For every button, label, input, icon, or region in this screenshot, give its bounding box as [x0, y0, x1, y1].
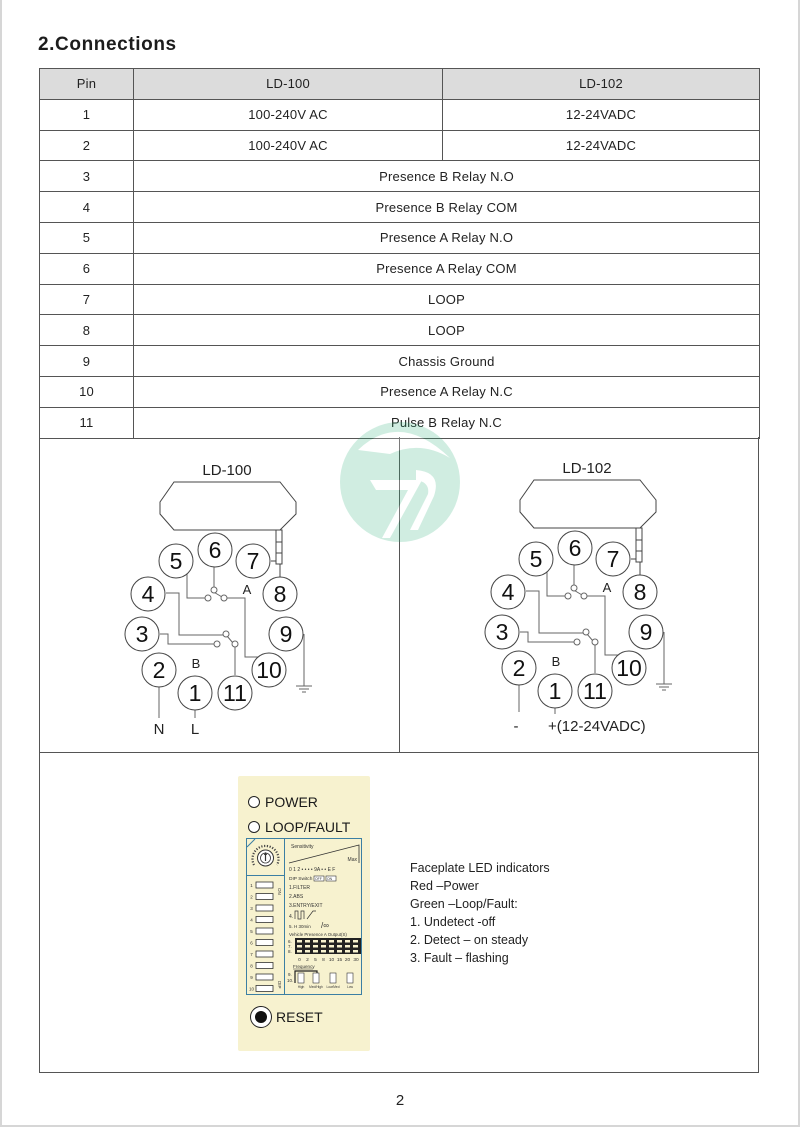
pin-number: 1: [40, 99, 134, 130]
pin-function: Presence A Relay N.O: [134, 222, 760, 253]
svg-text:2.ABS: 2.ABS: [289, 894, 304, 900]
sensitivity-rotary-switch: [247, 839, 285, 876]
svg-text:11: 11: [583, 678, 607, 704]
table-row: [40, 192, 760, 223]
table-row: [40, 346, 760, 377]
svg-text:3: 3: [495, 619, 509, 645]
table-header-row: [40, 69, 760, 100]
notes-line: 2. Detect – on steady: [410, 933, 529, 947]
notes-heading: Faceplate LED indicators: [410, 861, 550, 875]
svg-text:3: 3: [135, 621, 149, 647]
reset-button-icon: [250, 1006, 272, 1028]
pin-function: Chassis Ground: [134, 346, 760, 377]
svg-text:ON: ON: [277, 888, 282, 895]
settings-panel: [246, 838, 362, 995]
svg-text:9: 9: [279, 621, 293, 647]
svg-text:10: 10: [328, 958, 335, 963]
svg-text:6: 6: [568, 535, 582, 561]
pin-number: 8: [40, 315, 134, 346]
svg-text:ON: ON: [327, 877, 333, 881]
svg-text:4: 4: [141, 581, 155, 607]
section-title: 2.Connections: [38, 34, 177, 55]
power-led-label: POWER: [265, 794, 318, 810]
svg-text:9: 9: [639, 619, 653, 645]
svg-text:8: 8: [322, 958, 325, 963]
table-row: [40, 284, 760, 315]
svg-text:B: B: [191, 656, 201, 671]
svg-text:30: 30: [353, 958, 359, 963]
pin-number: 4: [40, 192, 134, 223]
notes-line: Red –Power: [410, 879, 479, 893]
svg-text:7: 7: [606, 546, 620, 572]
svg-text:Max: Max: [347, 857, 357, 863]
pin-function: Presence A Relay COM: [134, 253, 760, 284]
svg-text:Low/Med: Low/Med: [326, 985, 340, 989]
svg-text:15: 15: [336, 958, 343, 963]
svg-text:Frequency: Frequency: [293, 964, 315, 969]
ld100-function: 100-240V AC: [134, 99, 443, 130]
svg-text:7: 7: [250, 952, 253, 957]
svg-text:1: 1: [548, 678, 562, 704]
svg-text:Sensitivity: Sensitivity: [291, 844, 314, 850]
loop-fault-led-label: LOOP/FAULT: [265, 819, 351, 835]
pin-function: LOOP: [134, 315, 760, 346]
faceplate-section: [39, 752, 759, 1073]
table-row: [40, 376, 760, 407]
watermark-logo-icon: [330, 410, 470, 550]
svg-text:20: 20: [344, 958, 351, 963]
svg-text:6: 6: [250, 940, 253, 946]
rotary-dial-icon: [247, 839, 284, 875]
pin-number: 2: [40, 130, 134, 161]
svg-text:10: 10: [616, 655, 642, 681]
loop-fault-led: [248, 819, 350, 835]
pin-function: Presence B Relay N.O: [134, 161, 760, 192]
ld102-function: 12-24VADC: [443, 130, 760, 161]
svg-text:Low: Low: [347, 985, 353, 989]
svg-text:5: 5: [529, 546, 543, 572]
page-edge-left: [0, 0, 2, 1127]
table-row: [40, 161, 760, 192]
svg-text:2: 2: [250, 894, 253, 900]
table-row: [40, 130, 760, 161]
dip-switch-bank: [247, 876, 285, 994]
reset-button: [250, 1006, 323, 1028]
notes-line: 3. Fault – flashing: [410, 951, 509, 965]
connections-table: [39, 68, 760, 439]
ld100-wiring-diagram: [110, 450, 330, 750]
table-row: [40, 253, 760, 284]
svg-text:Vehicle Presence A Output(S): Vehicle Presence A Output(S): [289, 932, 347, 937]
svg-text:2: 2: [512, 655, 526, 681]
ld102-function: 12-24VADC: [443, 99, 760, 130]
loop-fault-led-indicator-icon: [248, 821, 260, 833]
table-row: [40, 315, 760, 346]
svg-text:5: 5: [169, 548, 183, 574]
svg-text:4: 4: [250, 917, 253, 923]
column-header-ld100: LD-100: [134, 69, 443, 100]
svg-text:3.ENTRY/EXIT: 3.ENTRY/EXIT: [289, 903, 323, 909]
pin-function: Presence A Relay N.C: [134, 376, 760, 407]
svg-text:7: 7: [246, 548, 260, 574]
power-led-indicator-icon: [248, 796, 260, 808]
pin-function: LOOP: [134, 284, 760, 315]
svg-text:2: 2: [306, 958, 309, 963]
svg-text:High: High: [297, 985, 305, 989]
pin-number: 7: [40, 284, 134, 315]
svg-text:6: 6: [208, 537, 222, 563]
page-number: 2: [395, 1092, 405, 1109]
svg-text:8: 8: [273, 581, 287, 607]
pin-number: 10: [40, 376, 134, 407]
svg-text:4: 4: [501, 579, 515, 605]
svg-text:A: A: [242, 582, 252, 597]
svg-text:1.FILTER: 1.FILTER: [289, 885, 311, 891]
svg-text:/∞: /∞: [321, 921, 329, 930]
notes-line: Green –Loop/Fault:: [410, 897, 518, 911]
pin-function: Pulse B Relay N.C: [134, 407, 760, 438]
pin-number: 9: [40, 346, 134, 377]
dip-switches: [256, 882, 273, 992]
svg-text:10.: 10.: [287, 978, 294, 983]
svg-text:DIP: DIP: [277, 981, 282, 989]
svg-text:1: 1: [250, 883, 253, 888]
pin-function: Presence B Relay COM: [134, 192, 760, 223]
svg-text:LD-102: LD-102: [562, 460, 612, 477]
pin-number: 6: [40, 253, 134, 284]
svg-text:5. H 30min: 5. H 30min: [289, 924, 311, 929]
table-row: [40, 99, 760, 130]
svg-text:A: A: [602, 580, 612, 595]
pin-number: 11: [40, 407, 134, 438]
svg-text:0 1 2 • • • • 9A • • E F: 0 1 2 • • • • 9A • • E F: [289, 867, 336, 873]
svg-text:2: 2: [152, 657, 166, 683]
column-header-ld102: LD-102: [443, 69, 760, 100]
led-indicator-notes: [410, 859, 550, 967]
ld100-function: 100-240V AC: [134, 130, 443, 161]
svg-text:LD-100: LD-100: [202, 462, 252, 479]
svg-text:-: -: [513, 718, 519, 735]
column-header-pin: Pin: [40, 69, 134, 100]
power-led: [248, 794, 318, 810]
svg-text:6.: 6.: [288, 939, 292, 944]
svg-text:5: 5: [250, 929, 253, 934]
reset-label: RESET: [276, 1009, 323, 1025]
svg-text:L: L: [190, 721, 200, 738]
svg-text:8: 8: [633, 579, 647, 605]
svg-text:10: 10: [248, 986, 255, 992]
svg-text:1: 1: [188, 680, 202, 706]
svg-text:8.: 8.: [288, 949, 292, 954]
svg-text:4.: 4.: [289, 914, 294, 920]
settings-legend: [287, 839, 362, 994]
svg-text:8: 8: [250, 963, 253, 969]
svg-text:3: 3: [250, 906, 253, 911]
svg-text:B: B: [551, 654, 561, 669]
svg-text:10: 10: [256, 657, 282, 683]
svg-text:+(12-24VADC): +(12-24VADC): [548, 718, 646, 735]
svg-text:7.: 7.: [288, 944, 292, 949]
svg-text:OFF: OFF: [315, 877, 322, 881]
svg-text:9: 9: [250, 975, 253, 980]
pin-number: 3: [40, 161, 134, 192]
svg-text:N: N: [153, 721, 165, 738]
svg-text:0: 0: [298, 958, 301, 963]
ld102-wiring-diagram: [470, 448, 690, 748]
pin-number: 5: [40, 222, 134, 253]
table-row: [40, 222, 760, 253]
svg-text:9.: 9.: [288, 972, 292, 977]
svg-text:5: 5: [314, 958, 317, 963]
svg-text:DIP Switch: DIP Switch: [289, 877, 313, 882]
svg-text:11: 11: [223, 680, 247, 706]
notes-line: 1. Undetect -off: [410, 915, 496, 929]
faceplate-illustration: [238, 776, 370, 1051]
svg-text:Med/High: Med/High: [309, 985, 323, 989]
